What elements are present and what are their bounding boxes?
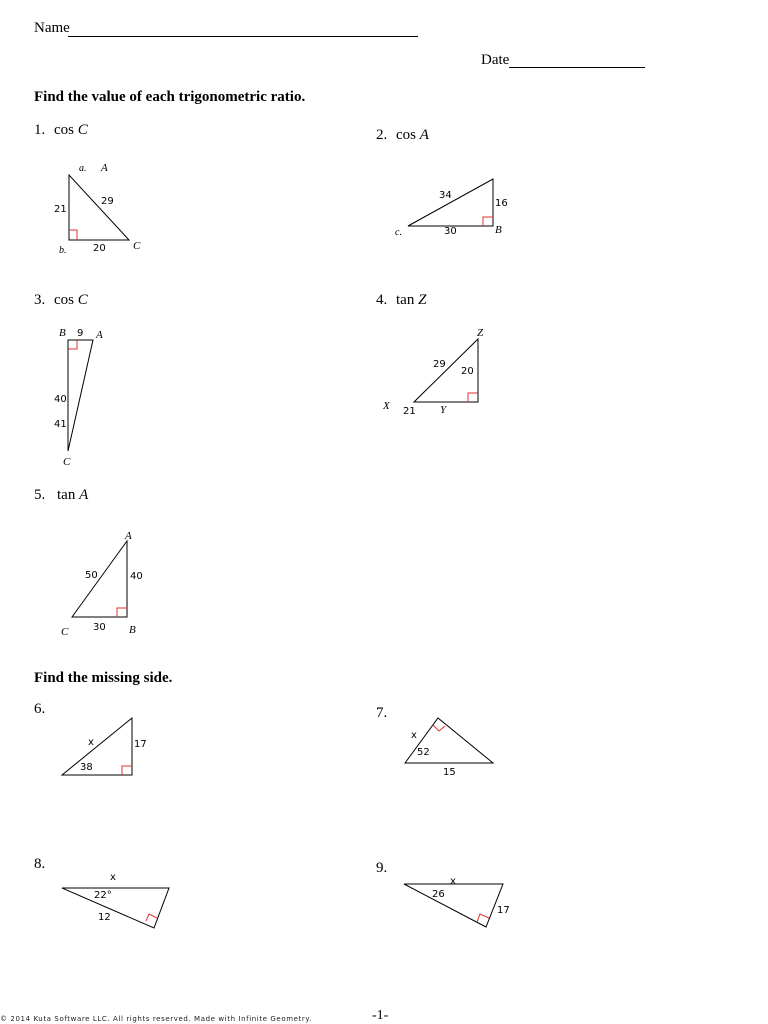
p8-angle-22: 22°: [94, 890, 112, 901]
problem-4-var: Z: [418, 292, 427, 308]
p3-vertex-A: A: [96, 329, 103, 341]
problem-5-func: tan: [57, 487, 76, 503]
p7-side-15: 15: [443, 767, 456, 778]
p1-label-a: a.: [79, 163, 87, 174]
p4-side-29: 29: [433, 359, 446, 370]
p9-angle-26: 26: [432, 889, 445, 900]
right-angle-mark-8: [146, 914, 157, 921]
section-title-missing: Find the missing side.: [34, 670, 173, 686]
problem-2-func: cos: [396, 127, 416, 143]
problem-5-number: 5.: [34, 487, 46, 503]
p5-side-50: 50: [85, 570, 98, 581]
p1-vertex-C: C: [133, 240, 141, 252]
problem-8-number: 8.: [34, 856, 46, 872]
p9-side-17: 17: [497, 905, 510, 916]
right-angle-mark-5: [117, 608, 127, 617]
problem-2-number: 2.: [376, 127, 388, 143]
section-title-ratio: Find the value of each trigonometric ratio.: [34, 89, 306, 105]
problem-3-func: cos: [54, 292, 74, 308]
problem-1-number: 1.: [34, 122, 46, 138]
problem-2-var: A: [419, 127, 429, 143]
problem-1-var: C: [77, 122, 88, 138]
p2-side-34: 34: [439, 190, 452, 201]
problem-7-number: 7.: [376, 705, 388, 721]
p8-side-12: 12: [98, 912, 111, 923]
p8-label-x: x: [110, 872, 116, 883]
triangle-5: [72, 541, 127, 617]
p5-vertex-B: B: [129, 624, 136, 636]
triangle-3: [68, 340, 93, 451]
p3-side-9: 9: [77, 328, 84, 339]
p6-label-x: x: [88, 737, 94, 748]
triangle-1: [69, 175, 129, 240]
problem-5-var: A: [79, 487, 89, 503]
right-angle-mark-2: [483, 217, 493, 226]
p6-angle-38: 38: [80, 762, 93, 773]
triangle-2: [408, 179, 493, 226]
p1-side-20: 20: [93, 243, 106, 254]
problem-6-number: 6.: [34, 701, 46, 717]
p5-side-40: 40: [130, 571, 143, 582]
p1-side-29: 29: [101, 196, 114, 207]
p5-side-30: 30: [93, 622, 106, 633]
p2-side-16: 16: [495, 198, 508, 209]
right-angle-mark-3: [68, 340, 77, 349]
p1-side-21: 21: [54, 204, 67, 215]
p1-label-b: b.: [59, 245, 67, 256]
triangle-8: [62, 888, 169, 928]
p2-label-c: c.: [395, 227, 402, 238]
p2-vertex-B: B: [495, 224, 502, 236]
name-label: Name: [34, 20, 70, 36]
page-number: -1-: [372, 1008, 389, 1023]
p4-side-21: 21: [403, 406, 416, 417]
problem-3-number: 3.: [34, 292, 46, 308]
p5-vertex-A: A: [125, 530, 132, 542]
p1-vertex-A: A: [101, 162, 108, 174]
p4-vertex-X: X: [383, 400, 390, 412]
p3-vertex-C: C: [63, 456, 71, 468]
right-angle-mark-1: [69, 230, 77, 240]
p6-side-17: 17: [134, 739, 147, 750]
p7-label-x: x: [411, 730, 417, 741]
right-angle-mark-7: [433, 725, 445, 731]
right-angle-mark-9: [477, 914, 489, 922]
copyright-footer: © 2014 Kuta Software LLC. All rights reserved. Made with Infinite Geometry.: [0, 1015, 312, 1023]
p4-side-20: 20: [461, 366, 474, 377]
triangle-9: [404, 884, 503, 927]
p3-vertex-B: B: [59, 327, 66, 339]
p2-side-30: 30: [444, 226, 457, 237]
p4-vertex-Y: Y: [440, 404, 447, 416]
date-label: Date: [481, 52, 510, 68]
problem-1-func: cos: [54, 122, 74, 138]
problem-9-number: 9.: [376, 860, 388, 876]
p3-side-40: 40: [54, 394, 67, 405]
p7-angle-52: 52: [417, 747, 430, 758]
p4-vertex-Z: Z: [477, 327, 484, 339]
p3-side-41: 41: [54, 419, 67, 430]
right-angle-mark-4: [468, 393, 478, 402]
right-angle-mark-6: [122, 766, 132, 775]
problem-3-var: C: [77, 292, 88, 308]
problem-4-func: tan: [396, 292, 415, 308]
problem-4-number: 4.: [376, 292, 388, 308]
p9-label-x: x: [450, 876, 456, 887]
p5-vertex-C: C: [61, 626, 69, 638]
